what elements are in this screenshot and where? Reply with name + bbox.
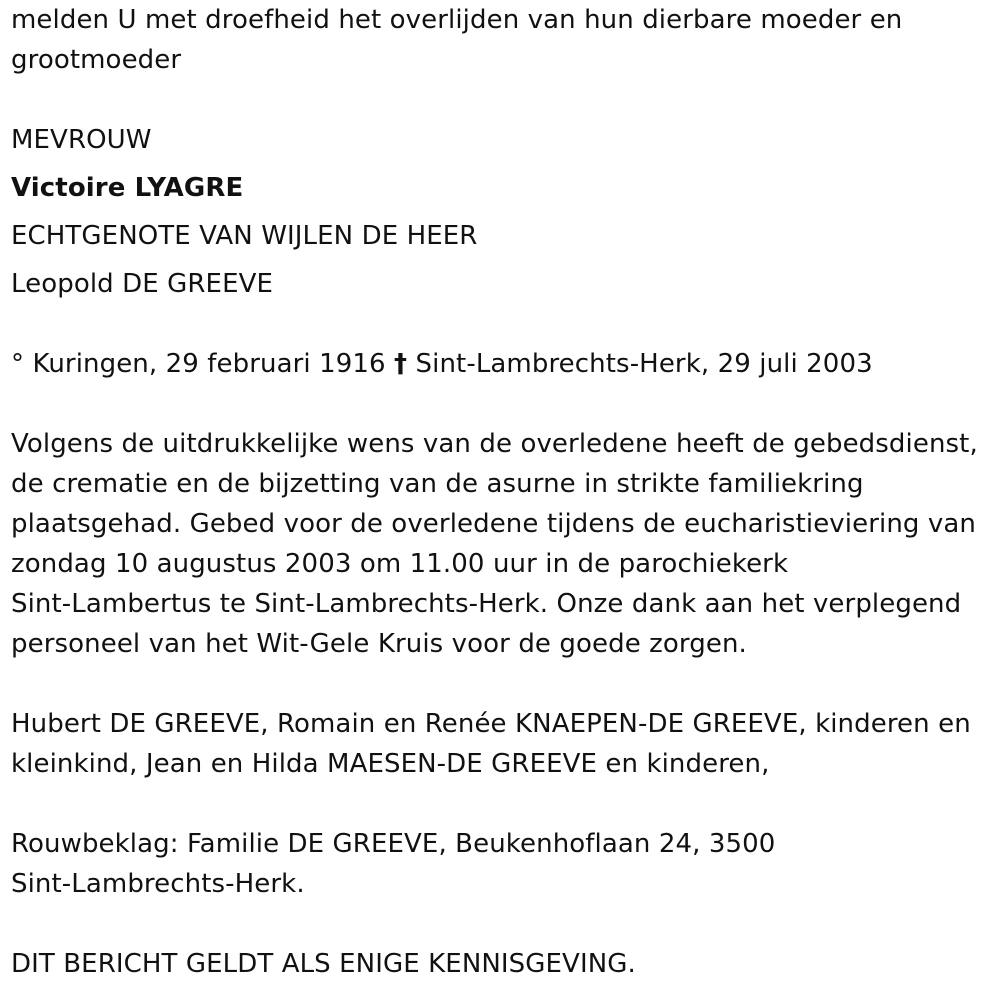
- birth-symbol: °: [11, 349, 25, 379]
- service-line-5: Sint-Lambertus te Sint-Lambrechts-Herk. Onze dank aan het verplegend: [11, 589, 962, 619]
- notice-text: DIT BERICHT GELDT ALS ENIGE KENNISGEVING.: [11, 949, 636, 979]
- dates-text: [11, 344, 996, 384]
- family-line-1: Hubert DE GREEVE, Romain en Renée KNAEPEN-DE GREEVE, kinderen en: [11, 709, 971, 739]
- service-line-2: de crematie en de bijzetting van de asurne in strikte familiekring: [11, 469, 864, 499]
- condolences-line-1: Rouwbeklag: Familie DE GREEVE, Beukenhoflaan 24, 3500: [11, 829, 776, 859]
- intro-line-2: grootmoeder: [11, 45, 182, 75]
- dates-line: [11, 344, 996, 384]
- service-line-4: zondag 10 augustus 2003 om 11.00 uur in de parochiekerk: [11, 549, 789, 579]
- intro-line-1: melden U met droefheid het overlijden van hun dierbare moeder en: [11, 5, 903, 35]
- condolences-paragraph: [11, 824, 996, 904]
- deceased-name: Victoire LYAGRE: [11, 173, 244, 203]
- intro-paragraph: [11, 0, 996, 80]
- notice-paragraph: [11, 944, 996, 984]
- deceased-block: [11, 120, 996, 304]
- deceased-spouse: Leopold DE GREEVE: [11, 269, 274, 299]
- family-line-2: kleinkind, Jean en Hilda MAESEN-DE GREEVE en kinderen,: [11, 749, 770, 779]
- deceased-title: MEVROUW: [11, 125, 152, 155]
- deceased-relation: ECHTGENOTE VAN WIJLEN DE HEER: [11, 221, 478, 251]
- birth-date: Kuringen, 29 februari 1916: [32, 349, 386, 379]
- service-line-1: Volgens de uitdrukkelijke wens van de overledene heeft de gebedsdienst,: [11, 429, 978, 459]
- service-line-6: personeel van het Wit-Gele Kruis voor de goede zorgen.: [11, 629, 747, 659]
- death-cross-icon: †: [394, 349, 408, 379]
- condolences-line-2: Sint-Lambrechts-Herk.: [11, 869, 305, 899]
- service-paragraph: [11, 424, 996, 664]
- family-paragraph: [11, 704, 996, 784]
- obituary-document: [11, 0, 996, 984]
- service-line-3: plaatsgehad. Gebed voor de overledene tijdens de eucharistieviering van: [11, 509, 976, 539]
- death-date: Sint-Lambrechts-Herk, 29 juli 2003: [415, 349, 873, 379]
